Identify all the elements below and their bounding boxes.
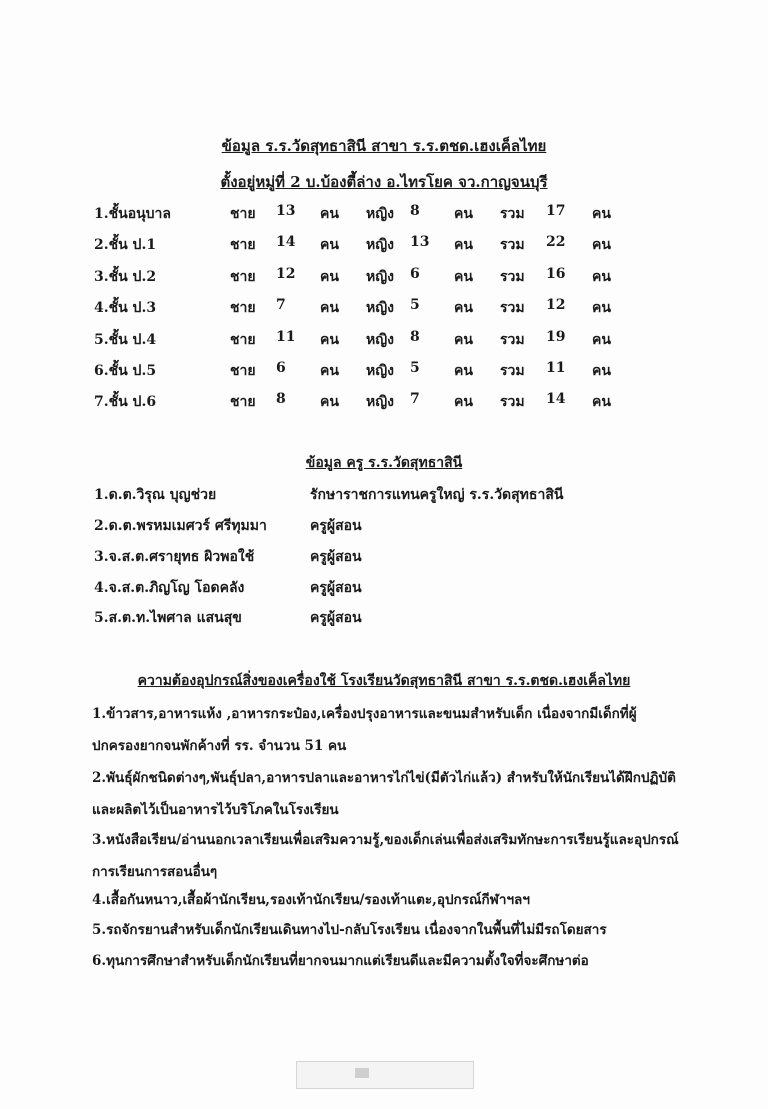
student-row <box>0 391 768 415</box>
unit-label: คน <box>592 237 611 253</box>
female-count: 13 <box>410 234 430 250</box>
total-label: รวม <box>500 269 525 285</box>
unit-label: คน <box>454 269 473 285</box>
need-item: 4.เสื้อกันหนาว,เสื้อผ้านักเรียน,รองเท้านักเรียน/รองเท้าแตะ,อุปกรณ์กีฬาฯลฯ <box>92 892 530 908</box>
female-label: หญิง <box>366 206 394 222</box>
teacher-role: ครูผู้สอน <box>310 549 362 565</box>
total-label: รวม <box>500 332 525 348</box>
male-label: ชาย <box>230 394 256 410</box>
total-label: รวม <box>500 394 525 410</box>
unit-label: คน <box>454 300 473 316</box>
unit-label: คน <box>320 394 339 410</box>
unit-label: คน <box>592 269 611 285</box>
teacher-row <box>0 607 768 631</box>
student-row <box>0 266 768 290</box>
total-count: 22 <box>546 234 566 250</box>
total-label: รวม <box>500 206 525 222</box>
total-count: 16 <box>546 266 566 282</box>
male-count: 6 <box>276 360 286 376</box>
female-label: หญิง <box>366 269 394 285</box>
unit-label: คน <box>592 394 611 410</box>
male-count: 7 <box>276 297 286 313</box>
class-label: 7.ชั้น ป.6 <box>94 394 157 410</box>
male-label: ชาย <box>230 206 256 222</box>
unit-label: คน <box>454 394 473 410</box>
student-row <box>0 203 768 227</box>
teachers-title: ข้อมูล ครู ร.ร.วัดสุทธาสินี <box>305 455 463 471</box>
male-label: ชาย <box>230 363 256 379</box>
need-item: 2.พันธุ์ผักชนิดต่างๆ,พันธุ์ปลา,อาหารปลาและอาหารไก่ไข่(มีตัวไก่แล้ว) สำหรับให้นักเรียนได้ฝึกปฏิบัติและผลิตไว้เป็นอาหารไว้บริโภคในโรงเรียน <box>92 770 676 818</box>
need-item: 6.ทุนการศึกษาสำหรับเด็กนักเรียนที่ยากจนมากแต่เรียนดีและมีความตั้งใจที่จะศึกษาต่อ <box>92 953 589 969</box>
male-label: ชาย <box>230 300 256 316</box>
unit-label: คน <box>454 363 473 379</box>
class-label: 6.ชั้น ป.5 <box>94 363 157 379</box>
student-row <box>0 297 768 321</box>
male-count: 12 <box>276 266 296 282</box>
unit-label: คน <box>592 332 611 348</box>
teacher-role: ครูผู้สอน <box>310 580 362 596</box>
need-item: 1.ข้าวสาร,อาหารแห้ง ,อาหารกระป๋อง,เครื่องปรุงอาหารและขนมสำหรับเด็ก เนื่องจากมีเด็กที่ผู้ปกครองยากจนพักค้างที่ รร. จำนวน 51 คน <box>92 706 637 754</box>
teacher-role: ครูผู้สอน <box>310 518 362 534</box>
teacher-name: 2.ด.ต.พรหมเมศวร์ ศรีทุมมา <box>94 518 267 534</box>
school-location: ตั้งอยู่หมู่ที่ 2 บ.บ้องตี้ล่าง อ.ไทรโยค จว.กาญจนบุรี <box>220 173 548 191</box>
female-label: หญิง <box>366 394 394 410</box>
unit-label: คน <box>320 332 339 348</box>
female-count: 8 <box>410 203 420 219</box>
unit-label: คน <box>320 237 339 253</box>
teacher-role: รักษาราชการแทนครูใหญ่ ร.ร.วัดสุทธาสินี <box>310 487 564 503</box>
teacher-name: 1.ด.ต.วิรุณ บุญช่วย <box>94 487 217 503</box>
unit-label: คน <box>454 332 473 348</box>
unit-label: คน <box>454 206 473 222</box>
unit-label: คน <box>592 363 611 379</box>
teacher-role: ครูผู้สอน <box>310 610 362 626</box>
male-count: 8 <box>276 391 286 407</box>
student-row <box>0 360 768 384</box>
total-label: รวม <box>500 363 525 379</box>
total-count: 11 <box>546 360 566 376</box>
class-label: 2.ชั้น ป.1 <box>94 237 157 253</box>
male-label: ชาย <box>230 332 256 348</box>
teacher-row <box>0 515 768 539</box>
class-label: 5.ชั้น ป.4 <box>94 332 157 348</box>
total-count: 17 <box>546 203 566 219</box>
total-count: 14 <box>546 391 566 407</box>
needs-title: ความต้องอุปกรณ์สิ่งของเครื่องใช้ โรงเรียนวัดสุทธาสินี สาขา ร.ร.ตชด.เฮงเค็ลไทย <box>137 673 631 689</box>
female-label: หญิง <box>366 332 394 348</box>
total-label: รวม <box>500 300 525 316</box>
unit-label: คน <box>592 300 611 316</box>
school-title: ข้อมูล ร.ร.วัดสุทธาสินี สาขา ร.ร.ตชด.เฮงเค็ลไทย <box>221 137 547 155</box>
female-count: 7 <box>410 391 420 407</box>
need-item: 3.หนังสือเรียน/อ่านนอกเวลาเรียนเพื่อเสริมความรู้,ของเด็กเล่นเพื่อส่งเสริมทักษะการเรียนรู้และอุปกรณ์การเรียนการสอนอื่นๆ <box>92 832 679 880</box>
male-count: 11 <box>276 329 296 345</box>
scan-mark-icon <box>355 1068 369 1078</box>
male-count: 14 <box>276 234 296 250</box>
female-count: 5 <box>410 360 420 376</box>
unit-label: คน <box>320 269 339 285</box>
need-item: 5.รถจักรยานสำหรับเด็กนักเรียนเดินทางไป-กลับโรงเรียน เนื่องจากในพื้นที่ไม่มีรถโดยสาร <box>92 922 607 938</box>
unit-label: คน <box>320 363 339 379</box>
teacher-name: 4.จ.ส.ต.ภิญโญ โอดคลัง <box>94 580 245 596</box>
teacher-row <box>0 484 768 508</box>
unit-label: คน <box>320 300 339 316</box>
male-label: ชาย <box>230 269 256 285</box>
teacher-row <box>0 546 768 570</box>
student-row <box>0 329 768 353</box>
female-label: หญิง <box>366 237 394 253</box>
class-label: 3.ชั้น ป.2 <box>94 269 157 285</box>
unit-label: คน <box>320 206 339 222</box>
female-label: หญิง <box>366 300 394 316</box>
scanner-footer-strip <box>296 1061 474 1089</box>
female-label: หญิง <box>366 363 394 379</box>
male-count: 13 <box>276 203 296 219</box>
female-count: 8 <box>410 329 420 345</box>
class-label: 4.ชั้น ป.3 <box>94 300 157 316</box>
class-label: 1.ชั้นอนุบาล <box>94 206 171 222</box>
student-row <box>0 234 768 258</box>
teacher-name: 3.จ.ส.ต.ศรายุทธ ผิวพอใช้ <box>94 549 255 565</box>
total-label: รวม <box>500 237 525 253</box>
total-count: 19 <box>546 329 566 345</box>
male-label: ชาย <box>230 237 256 253</box>
female-count: 6 <box>410 266 420 282</box>
unit-label: คน <box>454 237 473 253</box>
unit-label: คน <box>592 206 611 222</box>
total-count: 12 <box>546 297 566 313</box>
teacher-name: 5.ส.ต.ท.ไพศาล แสนสุข <box>94 610 242 626</box>
female-count: 5 <box>410 297 420 313</box>
teacher-row <box>0 577 768 601</box>
